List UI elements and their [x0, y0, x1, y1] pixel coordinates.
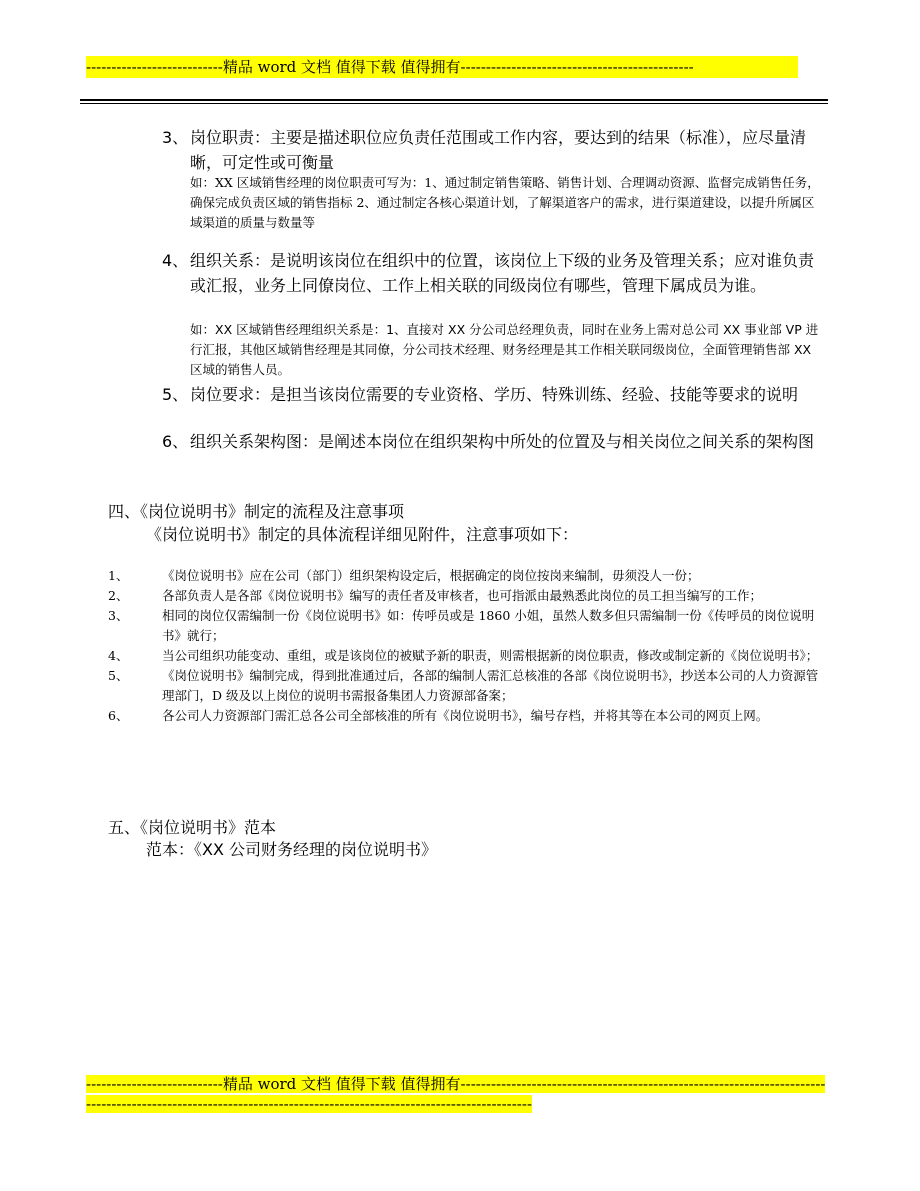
list-item-duty [162, 125, 826, 175]
note-number: 1、 [108, 568, 129, 583]
note-item [108, 646, 828, 666]
note-item [108, 566, 828, 586]
example-relation: 如：XX 区域销售经理组织关系是：1、直接对 XX 分公司总经理负责，同时在业务上需对总公司 XX 事业部 VP 进行汇报，其他区域销售经理是其同僚，分公司技术经理、财务经理是其工作相关联同级岗位，全面管理销售部 XX 区域的销售人员。 [190, 322, 819, 377]
list-item-requirement [162, 382, 826, 407]
notes-list [108, 566, 828, 726]
note-number: 3、 [108, 608, 129, 623]
item-number: 4、 [162, 251, 189, 270]
note-item [108, 666, 828, 706]
header-rule-thick [80, 99, 828, 101]
top-banner: ---------------------------精品 word 文档 值得下载 值得拥有---------------------------------------------- [86, 56, 798, 78]
item-number: 5、 [162, 385, 189, 404]
note-text: 《岗位说明书》编制完成，得到批准通过后，各部的编制人需汇总核准的各部《岗位说明书》，抄送本公司的人力资源管理部门，D 级及以上岗位的说明书需报备集团人力资源部备案； [162, 668, 819, 703]
bottom-banner [86, 1074, 826, 1114]
note-text: 当公司组织功能变动、重组，或是该岗位的被赋予新的职责，则需根据新的岗位职责，修改或制定新的《岗位说明书》； [162, 648, 819, 663]
item-number: 6、 [162, 432, 189, 451]
note-item [108, 606, 828, 646]
item-text: 组织关系：是说明该岗位在组织中的位置，该岗位上下级的业务及管理关系；应对谁负责或汇报，业务上同僚岗位、工作上相关联的同级岗位有哪些，管理下属成员为谁。 [190, 251, 815, 295]
item-text: 组织关系架构图：是阐述本岗位在组织架构中所处的位置及与相关岗位之间关系的架构图 [190, 432, 815, 451]
note-number: 5、 [108, 668, 129, 683]
note-text: 《岗位说明书》应在公司（部门）组织架构设定后，根据确定的岗位按岗来编制，毋须没人一份； [162, 568, 700, 583]
note-number: 6、 [108, 708, 129, 723]
example-duty: 如：XX 区域销售经理的岗位职责可写为：1、通过制定销售策略、销售计划、合理调动资源、监督完成销售任务，确保完成负责区域的销售指标 2、通过制定各核心渠道计划，了解渠道客户的需求，进行渠道建设，以提升所属区域渠道的质量与数量等 [190, 175, 820, 230]
note-item [108, 706, 828, 726]
header-rule-thin [80, 103, 828, 104]
section-5-subtitle: 范本：《XX 公司财务经理的岗位说明书》 [146, 840, 438, 859]
note-number: 4、 [108, 648, 129, 663]
note-text: 相同的岗位仅需编制一份《岗位说明书》如：传呼员或是 1860 小姐，虽然人数多但只需编制一份《传呼员的岗位说明书》就行； [162, 608, 815, 643]
note-item [108, 586, 828, 606]
item-text: 岗位职责：主要是描述职位应负责任范围或工作内容，要达到的结果（标准），应尽量清晰，可定性或可衡量 [190, 128, 807, 172]
note-number: 2、 [108, 588, 129, 603]
bottom-banner-text: ---------------------------精品 word 文档 值得下载 值得拥有---------------------------------------------------------------------------------------------------------------------------------------------------------------- [86, 1075, 826, 1113]
item-text: 岗位要求：是担当该岗位需要的专业资格、学历、特殊训练、经验、技能等要求的说明 [190, 385, 799, 404]
note-text: 各公司人力资源部门需汇总各公司全部核准的所有《岗位说明书》，编号存档，并将其等在本公司的网页上网。 [162, 708, 769, 723]
section-4-subtitle: 《岗位说明书》制定的具体流程详细见附件，注意事项如下： [146, 525, 579, 544]
list-item-org-chart [162, 429, 826, 454]
section-4-title: 四、《岗位说明书》制定的流程及注意事项 [108, 502, 405, 521]
item-number: 3、 [162, 128, 189, 147]
section-5-title: 五、《岗位说明书》范本 [108, 818, 277, 837]
note-text: 各部负责人是各部《岗位说明书》编写的责任者及审核者，也可指派由最熟悉此岗位的员工担当编写的工作； [162, 588, 763, 603]
list-item-relation [162, 248, 826, 298]
